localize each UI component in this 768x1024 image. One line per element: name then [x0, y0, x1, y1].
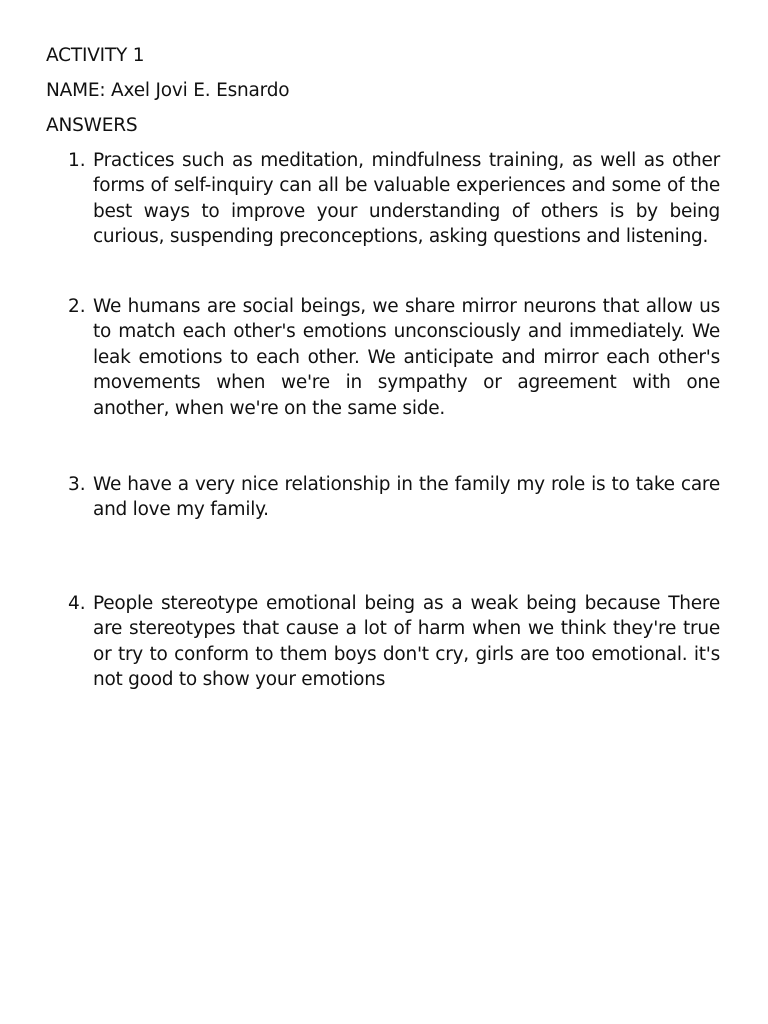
- answer-number: 2.: [68, 296, 86, 317]
- answer-text: People stereotype emotional being as a weak being because There are stereotypes that cause a lot of harm when we think they're true or try to conform to them boys don't cry, girls are too emotional. it's not good to show your emotions: [93, 593, 720, 691]
- student-name: NAME: Axel Jovi E. Esnardo: [46, 80, 290, 101]
- answers-heading: ANSWERS: [46, 115, 138, 136]
- answer-number: 4.: [68, 593, 86, 614]
- answer-text: We have a very nice relationship in the family my role is to take care and love my family.: [93, 474, 720, 521]
- answer-text: We humans are social beings, we share mirror neurons that allow us to match each other's emotions unconsciously and immediately. We leak emotions to each other. We anticipate and mirror each other's movements when we're in sympathy or agreement with one another, when we're on the same side.: [93, 296, 720, 419]
- answer-text: Practices such as meditation, mindfulness training, as well as other forms of self-inquiry can all be valuable experiences and some of the best ways to improve your understanding of others is by being curious, suspending preconceptions, asking questions and listening.: [93, 150, 720, 248]
- answer-number: 1.: [68, 150, 86, 171]
- answer-number: 3.: [68, 474, 86, 495]
- activity-title: ACTIVITY 1: [46, 45, 145, 66]
